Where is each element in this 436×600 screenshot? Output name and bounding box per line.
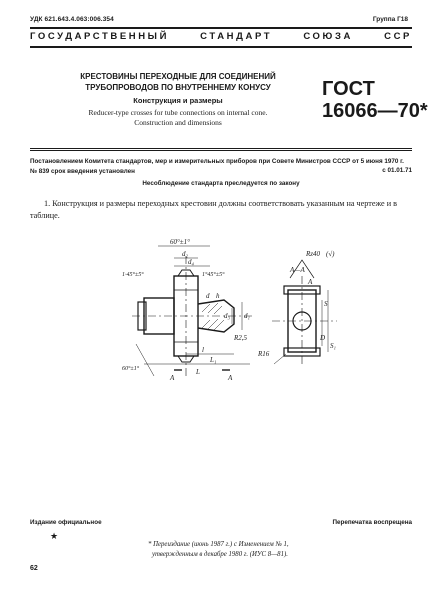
title-en-line2: Construction and dimensions — [134, 117, 222, 127]
official-edition: Издание официальное — [30, 519, 102, 526]
leader-r16 — [274, 354, 286, 364]
hatching — [202, 303, 224, 330]
label-sec-a: А — [308, 278, 313, 286]
label-angle-top: 60°±1° — [170, 238, 190, 246]
decree-date: с 01.01.71 — [382, 166, 412, 174]
decree-text — [30, 157, 412, 176]
decree-line1: Постановлением Комитета стандартов, мер и измерительных приборов при Совете Министров СССР от 5 июня 1970 г. — [30, 158, 404, 165]
label-d5: D — [320, 334, 326, 342]
label-a-right: А — [228, 374, 233, 382]
label-s: S — [324, 300, 328, 308]
law-warning: Несоблюдение стандарта преследуется по закону — [142, 180, 300, 187]
star-icon: ★ — [50, 531, 59, 541]
subtitle-russian: Конструкция и размеры — [133, 96, 223, 105]
footnote — [148, 540, 338, 560]
udk-code: УДК 621.643.4.063:006.354 — [30, 16, 114, 23]
label-d3: d₃ — [224, 312, 230, 320]
band-word-3: СОЮЗА — [303, 31, 353, 42]
gost-number — [322, 78, 428, 122]
decree-line2: № 839 срок введения установлен — [30, 167, 135, 175]
gost-code: 16066—70* — [322, 100, 428, 122]
title-en-line1: Reducer-type crosses for tube connections on internal cone. — [88, 108, 268, 117]
decree-top-rule — [30, 148, 412, 149]
title-english — [58, 108, 298, 127]
band-word-2: СТАНДАРТ — [200, 31, 273, 42]
label-roughness: Rz40 — [306, 250, 320, 258]
label-check: (√) — [326, 250, 335, 258]
label-l: l — [202, 346, 204, 354]
standard-band — [30, 31, 412, 42]
title-ru-line2: ТРУБОПРОВОДОВ ПО ВНУТРЕННЕМУ КОНУСУ — [85, 82, 271, 92]
page-number: 62 — [30, 565, 38, 572]
label-section: А—А — [290, 266, 305, 274]
label-d: d — [206, 292, 210, 300]
label-d4: d₄ — [188, 258, 194, 266]
reprint-prohibited: Перепечатка воспрещена — [332, 519, 412, 526]
label-a-left: А — [170, 374, 175, 382]
top-rule — [30, 27, 412, 29]
label-l1: L₁ — [210, 356, 217, 364]
decree-top-rule-2 — [30, 150, 412, 151]
label-r: R2,5 — [234, 334, 248, 342]
label-angle-bottom: 60°±1° — [122, 366, 140, 372]
footnote-line1: * Переиздание (июнь 1987 г.) с Изменением № 1, — [148, 541, 289, 548]
band-word-1: ГОСУДАРСТВЕННЫЙ — [30, 31, 170, 42]
label-angle-left: 1·45°±5° — [122, 272, 144, 278]
footnote-line2: утвержденным в декабре 1980 г. (ИУС 8—81). — [152, 551, 288, 558]
paragraph-1: 1. Конструкция и размеры переходных крестовин должны соответствовать указанным на чертеже и в таблице. — [30, 199, 398, 220]
gost-label: ГОСТ — [322, 78, 375, 100]
label-h: h — [216, 292, 220, 300]
label-s1: S₁ — [330, 342, 336, 350]
label-d2: d₂ — [182, 250, 188, 258]
group-code: Группа Г18 — [372, 16, 408, 23]
label-angle-right: 1°45°±5° — [202, 272, 225, 278]
title-russian — [58, 72, 298, 93]
label-d1: d₁ — [244, 312, 250, 320]
band-bottom-rule — [30, 46, 412, 48]
label-L: L — [196, 368, 200, 376]
technical-drawing — [122, 236, 422, 396]
label-r16: R16 — [258, 350, 270, 358]
band-word-4: ССР — [384, 31, 412, 42]
title-ru-line1: КРЕСТОВИНЫ ПЕРЕХОДНЫЕ ДЛЯ СОЕДИНЕНИЙ — [80, 72, 276, 81]
